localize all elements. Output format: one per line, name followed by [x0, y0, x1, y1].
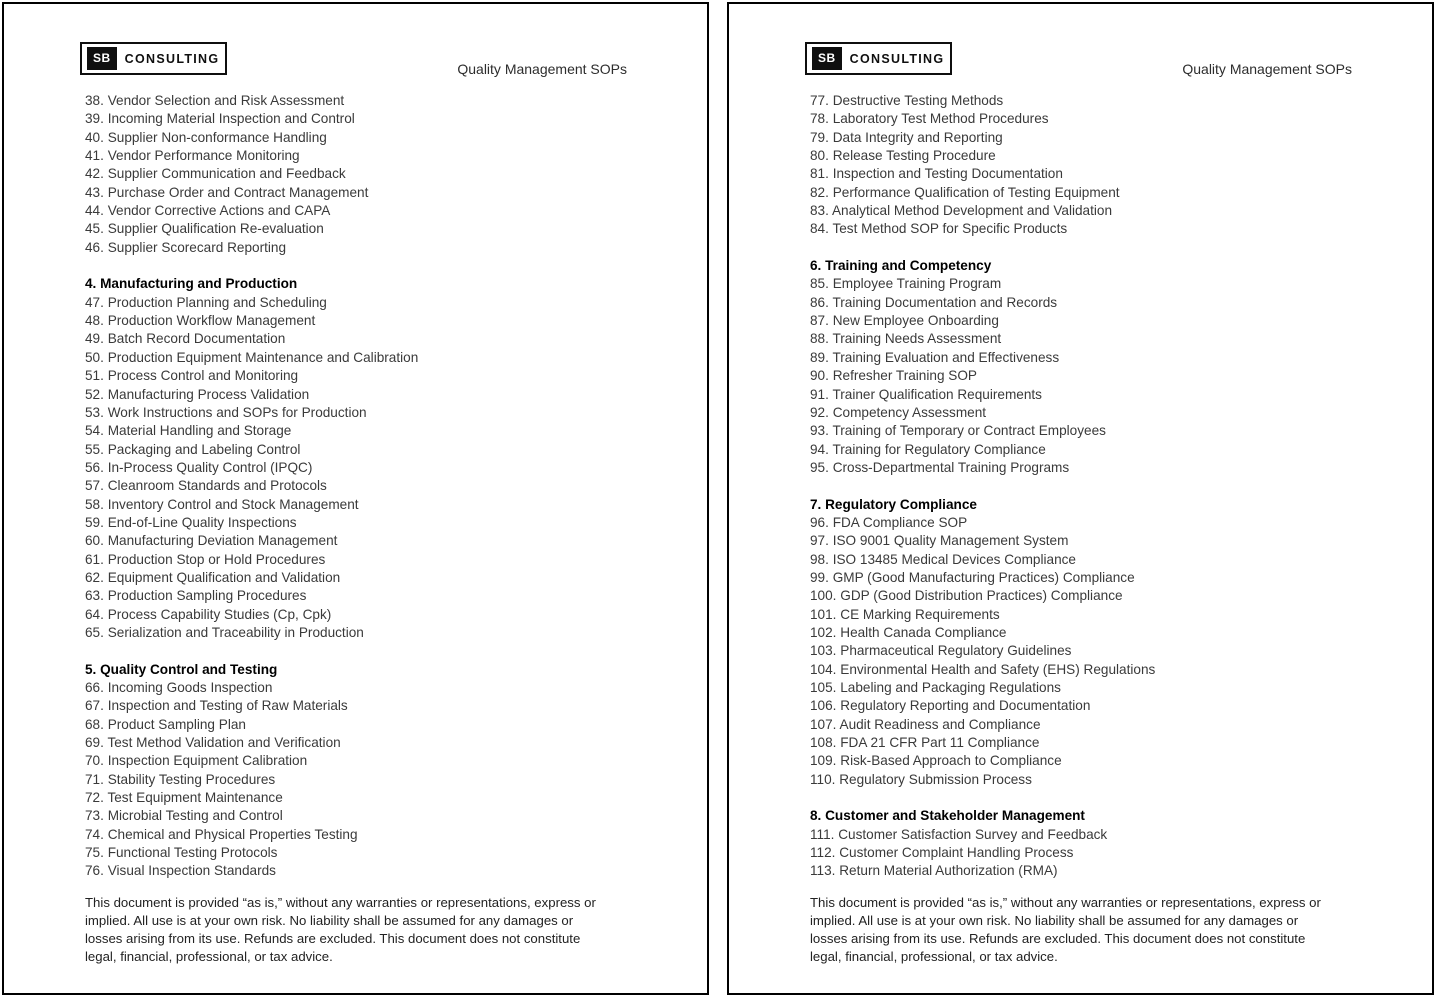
sop-item-title: New Employee Onboarding	[832, 313, 999, 329]
sop-item-title: Health Canada Compliance	[840, 624, 1007, 640]
sop-item	[85, 165, 627, 183]
sop-item-number: 110.	[810, 771, 836, 787]
sop-item	[85, 294, 627, 312]
sop-item	[85, 496, 627, 514]
disclaimer-line: legal, financial, professional, or tax advice.	[810, 948, 1058, 964]
section-heading: 8. Customer and Stakeholder Management	[810, 808, 1085, 824]
sop-item-number: 53.	[85, 404, 104, 420]
sop-item-title: Return Material Authorization (RMA)	[839, 863, 1058, 879]
sop-item	[85, 404, 627, 422]
sop-item-number: 55.	[85, 441, 104, 457]
sop-item-title: Regulatory Reporting and Documentation	[840, 698, 1091, 714]
sop-item	[810, 716, 1352, 734]
sop-item-number: 52.	[85, 386, 104, 402]
sop-item-number: 95.	[810, 459, 829, 475]
sop-item-number: 56.	[85, 459, 104, 475]
sop-item	[85, 752, 627, 770]
sop-item-number: 113.	[810, 863, 836, 879]
brand-logo	[805, 42, 952, 75]
sop-item-number: 81.	[810, 166, 829, 182]
sop-item-number: 105.	[810, 680, 837, 695]
sop-item-title: Destructive Testing Methods	[832, 93, 1004, 108]
sop-item	[85, 844, 627, 862]
sop-item-number: 83.	[810, 203, 829, 219]
logo-brand-name: CONSULTING	[849, 51, 945, 66]
sop-item-title: Inventory Control and Stock Management	[107, 496, 359, 512]
sop-item	[85, 789, 627, 807]
sop-item-title: Production Planning and Scheduling	[107, 294, 327, 310]
sop-item-title: Production Stop or Hold Procedures	[107, 551, 326, 567]
brand-logo	[80, 42, 227, 75]
sop-item	[810, 294, 1352, 312]
sop-item-title: Visual Inspection Standards	[107, 863, 276, 879]
sop-item	[85, 734, 627, 752]
sop-item-number: 70.	[85, 753, 104, 769]
sop-item-title: Training for Regulatory Compliance	[832, 441, 1046, 457]
sop-item-title: Laboratory Test Method Procedures	[832, 111, 1049, 127]
section-heading: 5. Quality Control and Testing	[85, 661, 278, 677]
sop-item-number: 59.	[85, 514, 104, 530]
sop-item	[810, 514, 1352, 532]
sop-item	[810, 220, 1352, 238]
sop-item-title: Material Handling and Storage	[107, 423, 292, 439]
disclaimer-line: losses arising from its use. Refunds are excluded. This document does not constitute	[85, 930, 581, 946]
sop-item-title: Microbial Testing and Control	[107, 808, 283, 824]
page-body	[85, 92, 627, 881]
sop-item-number: 41.	[85, 148, 104, 164]
sop-item	[810, 587, 1352, 605]
sop-item-title: Test Method Validation and Verification	[107, 735, 341, 751]
sop-item-number: 108.	[810, 735, 837, 751]
sop-item-number: 72.	[85, 790, 104, 806]
page-body	[810, 92, 1352, 881]
sop-item	[810, 551, 1352, 569]
sop-item-number: 47.	[85, 294, 104, 310]
sop-item-title: Cleanroom Standards and Protocols	[107, 478, 327, 494]
sop-item	[85, 606, 627, 624]
sop-item-title: Customer Complaint Handling Process	[839, 845, 1074, 861]
disclaimer-line: legal, financial, professional, or tax advice.	[85, 948, 333, 964]
sop-item-title: Supplier Communication and Feedback	[107, 166, 346, 182]
sop-item-title: Purchase Order and Contract Management	[107, 184, 369, 200]
disclaimer-line: This document is provided “as is,” without any warranties or representations, express or	[85, 894, 596, 910]
sop-item-title: Manufacturing Process Validation	[107, 386, 310, 402]
sop-item-title: Manufacturing Deviation Management	[107, 533, 338, 549]
sop-item-number: 67.	[85, 698, 104, 714]
sop-item	[85, 147, 627, 165]
sop-item	[85, 697, 627, 715]
sop-item-number: 75.	[85, 845, 104, 861]
sop-item-number: 100.	[810, 588, 837, 604]
sop-item	[85, 349, 627, 367]
sop-item-number: 54.	[85, 423, 104, 439]
sop-item	[810, 679, 1352, 697]
sop-item-number: 48.	[85, 313, 104, 329]
sop-item-number: 80.	[810, 148, 829, 164]
page-content	[4, 4, 707, 966]
sop-item-title: Training of Temporary or Contract Employees	[832, 423, 1106, 439]
sop-item-number: 77.	[810, 93, 829, 108]
sop-item-title: Chemical and Physical Properties Testing	[107, 826, 358, 842]
sop-item	[85, 862, 627, 880]
sop-item-title: ISO 13485 Medical Devices Compliance	[832, 551, 1076, 567]
document-title: Quality Management SOPs	[1182, 61, 1352, 77]
sop-item-number: 43.	[85, 184, 104, 200]
sop-item-number: 94.	[810, 441, 829, 457]
sop-item-number: 101.	[810, 606, 837, 622]
sop-item-number: 51.	[85, 368, 104, 384]
disclaimer-line: losses arising from its use. Refunds are excluded. This document does not constitute	[810, 930, 1306, 946]
sop-item	[810, 697, 1352, 715]
sop-item	[810, 624, 1352, 642]
sop-item-number: 76.	[85, 863, 104, 879]
sop-item-number: 44.	[85, 203, 104, 219]
sop-item-number: 99.	[810, 569, 829, 585]
sop-item-number: 107.	[810, 716, 837, 732]
sop-item-title: Training Documentation and Records	[832, 294, 1058, 310]
sop-item	[810, 459, 1352, 477]
sop-item-number: 90.	[810, 368, 829, 384]
sop-item-title: Labeling and Packaging Regulations	[840, 680, 1061, 695]
sop-item-title: Supplier Non-conformance Handling	[107, 129, 327, 145]
sop-item-number: 89.	[810, 349, 829, 365]
sop-item-number: 69.	[85, 735, 104, 751]
sop-item	[810, 771, 1352, 789]
sop-item-title: In-Process Quality Control (IPQC)	[107, 459, 313, 475]
sop-item-title: Process Capability Studies (Cp, Cpk)	[107, 606, 332, 622]
sop-item-title: Batch Record Documentation	[107, 331, 286, 347]
sop-item-number: 60.	[85, 533, 104, 549]
sop-item-number: 111.	[810, 826, 835, 842]
sop-item-title: Risk-Based Approach to Compliance	[840, 753, 1062, 769]
section-heading: 6. Training and Competency	[810, 258, 992, 274]
sop-item	[85, 587, 627, 605]
sop-item-number: 82.	[810, 184, 829, 200]
sop-item-title: Production Sampling Procedures	[107, 588, 307, 604]
sop-item-number: 40.	[85, 129, 104, 145]
sop-item	[85, 771, 627, 789]
disclaimer-line: This document is provided “as is,” without any warranties or representations, express or	[810, 894, 1321, 910]
sop-item	[85, 239, 627, 257]
sop-item-title: Incoming Goods Inspection	[107, 680, 273, 695]
page-left	[2, 2, 709, 995]
sop-item-number: 106.	[810, 698, 837, 714]
sop-item	[810, 330, 1352, 348]
sop-item	[810, 202, 1352, 220]
sop-item-title: Production Workflow Management	[107, 313, 316, 329]
sop-item-number: 86.	[810, 294, 829, 310]
page-content	[729, 4, 1432, 966]
sop-item-number: 49.	[85, 331, 104, 347]
sop-item	[810, 844, 1352, 862]
sop-item	[85, 367, 627, 385]
sop-item-title: Analytical Method Development and Validation	[831, 203, 1113, 219]
sop-item-number: 87.	[810, 313, 829, 329]
sop-item-title: Test Method SOP for Specific Products	[832, 221, 1068, 237]
sop-item-title: Serialization and Traceability in Production	[107, 624, 364, 640]
sop-item-title: Competency Assessment	[832, 404, 987, 420]
disclaimer	[85, 894, 627, 966]
sop-item-title: Vendor Corrective Actions and CAPA	[107, 203, 331, 219]
sop-item-number: 65.	[85, 624, 104, 640]
sop-item-title: Trainer Qualification Requirements	[832, 386, 1042, 402]
sop-item-title: Inspection Equipment Calibration	[107, 753, 308, 769]
logo-sb-mark: SB	[812, 47, 842, 70]
sop-item-title: Employee Training Program	[832, 276, 1002, 292]
sop-item-title: Vendor Performance Monitoring	[107, 148, 300, 164]
sop-item-number: 63.	[85, 588, 104, 604]
sop-item-title: Release Testing Procedure	[832, 148, 996, 164]
sop-item	[810, 386, 1352, 404]
sop-item-title: Refresher Training SOP	[832, 368, 977, 384]
sop-item	[810, 147, 1352, 165]
sop-item-number: 96.	[810, 514, 829, 530]
sop-item	[85, 92, 627, 110]
sop-item-number: 62.	[85, 569, 104, 585]
sop-item-title: FDA Compliance SOP	[832, 514, 968, 530]
sop-item-number: 109.	[810, 753, 837, 769]
sop-item	[85, 514, 627, 532]
sop-item-title: Work Instructions and SOPs for Production	[107, 404, 367, 420]
sop-item	[810, 826, 1352, 844]
logo-brand-name: CONSULTING	[124, 51, 220, 66]
sop-item-title: Audit Readiness and Compliance	[839, 716, 1041, 732]
page-header	[810, 42, 1352, 75]
sop-item-number: 39.	[85, 111, 104, 127]
sop-item	[810, 312, 1352, 330]
sop-item-title: End-of-Line Quality Inspections	[107, 514, 297, 530]
disclaimer	[810, 894, 1352, 966]
sop-item-title: Cross-Departmental Training Programs	[832, 459, 1070, 475]
sop-item-title: GMP (Good Manufacturing Practices) Compliance	[832, 569, 1135, 585]
sop-item	[85, 129, 627, 147]
sop-item	[810, 532, 1352, 550]
sop-item-title: Pharmaceutical Regulatory Guidelines	[840, 643, 1072, 659]
sop-item-title: Packaging and Labeling Control	[107, 441, 301, 457]
sop-item-number: 57.	[85, 478, 104, 494]
sop-item-number: 97.	[810, 533, 829, 549]
sop-item-number: 71.	[85, 771, 104, 787]
sop-item-title: GDP (Good Distribution Practices) Compliance	[840, 588, 1123, 604]
sop-item	[810, 92, 1352, 110]
sop-item	[85, 202, 627, 220]
sop-item-number: 112.	[810, 845, 836, 861]
sop-item-title: Test Equipment Maintenance	[107, 790, 283, 806]
sop-item-number: 102.	[810, 624, 837, 640]
document-title: Quality Management SOPs	[457, 61, 627, 77]
sop-item-title: Training Evaluation and Effectiveness	[832, 349, 1060, 365]
sop-item-title: Data Integrity and Reporting	[832, 129, 1003, 145]
sop-item-number: 78.	[810, 111, 829, 127]
sop-item	[85, 551, 627, 569]
sop-item-title: Regulatory Submission Process	[839, 771, 1032, 787]
sop-item-title: Environmental Health and Safety (EHS) Regulations	[840, 661, 1156, 677]
sop-item-title: Supplier Scorecard Reporting	[107, 239, 287, 255]
sop-item	[810, 110, 1352, 128]
sop-item-number: 91.	[810, 386, 829, 402]
section-heading: 7. Regulatory Compliance	[810, 496, 977, 512]
sop-item-title: Incoming Material Inspection and Control	[107, 111, 355, 127]
sop-item-title: CE Marking Requirements	[840, 606, 1000, 622]
sop-item-title: ISO 9001 Quality Management System	[832, 533, 1069, 549]
sop-item-title: Training Needs Assessment	[832, 331, 1002, 347]
disclaimer-line: implied. All use is at your own risk. No liability shall be assumed for any damages or	[85, 912, 574, 928]
sop-item-title: Inspection and Testing of Raw Materials	[107, 698, 348, 714]
sop-item-number: 66.	[85, 680, 104, 695]
sop-item-number: 74.	[85, 826, 104, 842]
sop-item	[810, 441, 1352, 459]
sop-item	[810, 569, 1352, 587]
sop-item	[810, 752, 1352, 770]
sop-item	[85, 386, 627, 404]
sop-item-number: 64.	[85, 606, 104, 622]
sop-item-number: 103.	[810, 643, 837, 659]
sop-item-title: Customer Satisfaction Survey and Feedback	[838, 826, 1108, 842]
sop-item	[85, 330, 627, 348]
sop-item	[85, 807, 627, 825]
sop-item-number: 58.	[85, 496, 104, 512]
sop-item	[810, 275, 1352, 293]
sop-item	[85, 312, 627, 330]
sop-item-number: 42.	[85, 166, 104, 182]
sop-item	[810, 606, 1352, 624]
sop-item-number: 50.	[85, 349, 104, 365]
page-header	[85, 42, 627, 75]
sop-item	[810, 129, 1352, 147]
section-heading: 4. Manufacturing and Production	[85, 276, 298, 292]
sop-item	[810, 349, 1352, 367]
sop-item-number: 93.	[810, 423, 829, 439]
sop-item-title: Performance Qualification of Testing Equipment	[832, 184, 1120, 200]
sop-item	[810, 422, 1352, 440]
disclaimer-line: implied. All use is at your own risk. No liability shall be assumed for any damages or	[810, 912, 1299, 928]
sop-item	[85, 624, 627, 642]
sop-item-title: Vendor Selection and Risk Assessment	[107, 93, 345, 108]
sop-item-number: 45.	[85, 221, 104, 237]
sop-item-title: Supplier Qualification Re-evaluation	[107, 221, 324, 237]
sop-item-number: 104.	[810, 661, 837, 677]
sop-item	[810, 734, 1352, 752]
sop-item-title: Equipment Qualification and Validation	[107, 569, 341, 585]
sop-item	[85, 532, 627, 550]
sop-item-number: 85.	[810, 276, 829, 292]
sop-item	[85, 184, 627, 202]
sop-item-title: Inspection and Testing Documentation	[832, 166, 1063, 182]
sop-item	[810, 367, 1352, 385]
sop-item	[85, 422, 627, 440]
sop-item-title: Process Control and Monitoring	[107, 368, 299, 384]
sop-item-number: 68.	[85, 716, 104, 732]
sop-item-number: 98.	[810, 551, 829, 567]
sop-item	[85, 679, 627, 697]
sop-item	[85, 110, 627, 128]
sop-item-number: 92.	[810, 404, 829, 420]
sop-item	[85, 477, 627, 495]
sop-item-number: 88.	[810, 331, 829, 347]
sop-item-number: 84.	[810, 221, 829, 237]
sop-item	[85, 716, 627, 734]
sop-item	[85, 220, 627, 238]
logo-sb-mark: SB	[87, 47, 117, 70]
sop-item	[810, 404, 1352, 422]
sop-item-title: Production Equipment Maintenance and Calibration	[107, 349, 419, 365]
sop-item-title: FDA 21 CFR Part 11 Compliance	[840, 735, 1040, 751]
sop-item	[85, 826, 627, 844]
sop-item-title: Functional Testing Protocols	[107, 845, 278, 861]
sop-item	[810, 165, 1352, 183]
sop-item-number: 38.	[85, 93, 104, 108]
sop-item	[810, 862, 1352, 880]
sop-item-number: 73.	[85, 808, 104, 824]
sop-item-number: 46.	[85, 239, 104, 255]
sop-item	[85, 569, 627, 587]
sop-item	[85, 441, 627, 459]
sop-item-title: Product Sampling Plan	[107, 716, 246, 732]
sop-item-number: 79.	[810, 129, 829, 145]
sop-item	[810, 642, 1352, 660]
sop-item-number: 61.	[85, 551, 104, 567]
sop-item-title: Stability Testing Procedures	[107, 771, 276, 787]
sop-item	[85, 459, 627, 477]
page-right	[727, 2, 1434, 995]
sop-item	[810, 661, 1352, 679]
sop-item	[810, 184, 1352, 202]
